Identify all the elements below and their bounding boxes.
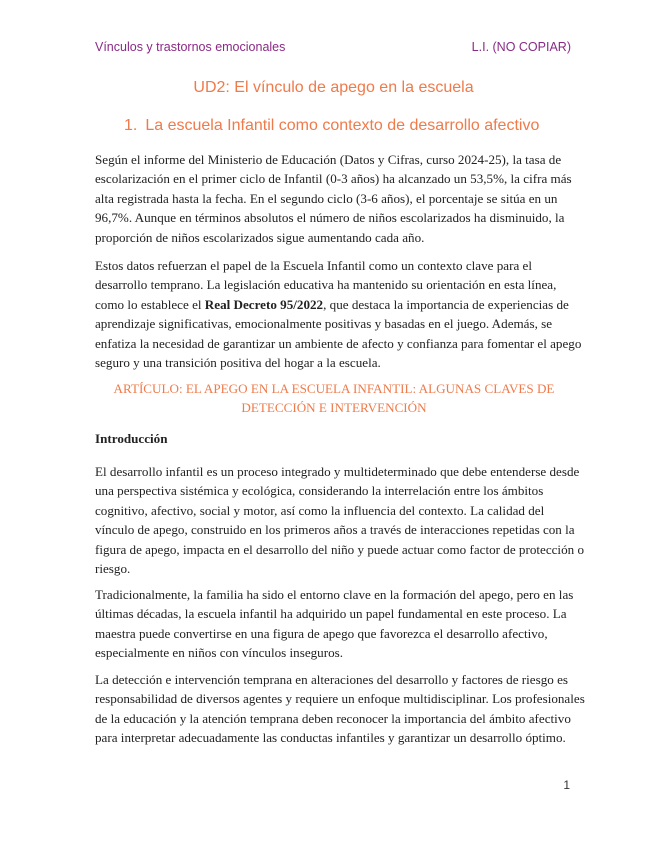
paragraph-legislation — [95, 256, 585, 372]
paragraph-introduction-1: El desarrollo infantil es un proceso integrado y multideterminado que debe entenderse desde una perspectiva sistémica y ecológica, considerando la interrelación entre los ámbitos cognitivo, afectivo, social y motor, así como la influencia del contexto. La calidad del vínculo de apego, construido en los primeros años a través de interacciones repetidas con la figura de apego, impacta en el desarrollo del niño y puede actuar como factor de protección o riesgo. — [95, 464, 584, 577]
unit-title: UD2: El vínculo de apego en la escuela — [193, 79, 474, 96]
paragraph-introduction-3: La detección e intervención temprana en alteraciones del desarrollo y factores de riesgo es responsabilidad de diversos agentes y requiere un enfoque multidisciplinar. Los profesionales de la educación y la atención temprana deben reconocer la importancia del ámbito afectivo para interpretar adecuadamente las conductas infantiles y garantizar un desarrollo óptimo. — [95, 672, 585, 746]
header-copyright-note: L.I. (NO COPIAR) — [471, 40, 571, 54]
paragraph-legislation-text-1: Estos datos refuerzan el papel de la Escuela Infantil como un contexto clave para el desarrollo temprano. La legislación educativa ha mantenido su orientación en esta línea, como lo establece el — [95, 258, 557, 312]
section-number: 1. — [124, 117, 138, 134]
paragraph-statistics: Según el informe del Ministerio de Educación (Datos y Cifras, curso 2024-25), la tasa de escolarización en el primer ciclo de Infantil (0-3 años) ha alcanzado un 53,5%, la cifra más alta registrada hasta la fecha. En el segundo ciclo (3-6 años), el porcentaje se sitúa en un 96,7%. Aunque en términos absolutos el número de niños escolarizados ha disminuido, la proporción de niños escolarizados sigue aumentando cada año. — [95, 152, 572, 245]
law-reference: Real Decreto 95/2022 — [204, 296, 324, 312]
introduction-heading: Introducción — [95, 431, 168, 446]
paragraph-introduction-2: Tradicionalmente, la familia ha sido el entorno clave en la formación del apego, pero en las últimas décadas, la escuela infantil ha adquirido un papel fundamental en este proceso. La maestra puede convertirse en una figura de apego que favorezca el desarrollo afectivo, especialmente en niños con vínculos inseguros. — [95, 587, 574, 661]
page-number: 1 — [563, 778, 570, 792]
paragraph-legislation-text-2: , que destaca la importancia de experiencias de aprendizaje significativas, emocionalmente positivas y basadas en el juego. Además, se enfatiza la necesidad de garantizar un ambiente de afecto y confianza para fomentar el apego seguro y una transición positiva del hogar a la escuela. — [95, 296, 582, 371]
section-heading — [124, 117, 539, 135]
section-title: La escuela Infantil como contexto de desarrollo afectivo — [145, 117, 540, 134]
article-title: ARTÍCULO: EL APEGO EN LA ESCUELA INFANTIL: ALGUNAS CLAVES DE DETECCIÓN E INTERVENCIÓN — [113, 381, 555, 416]
header-course-title: Vínculos y trastornos emocionales — [95, 40, 286, 54]
